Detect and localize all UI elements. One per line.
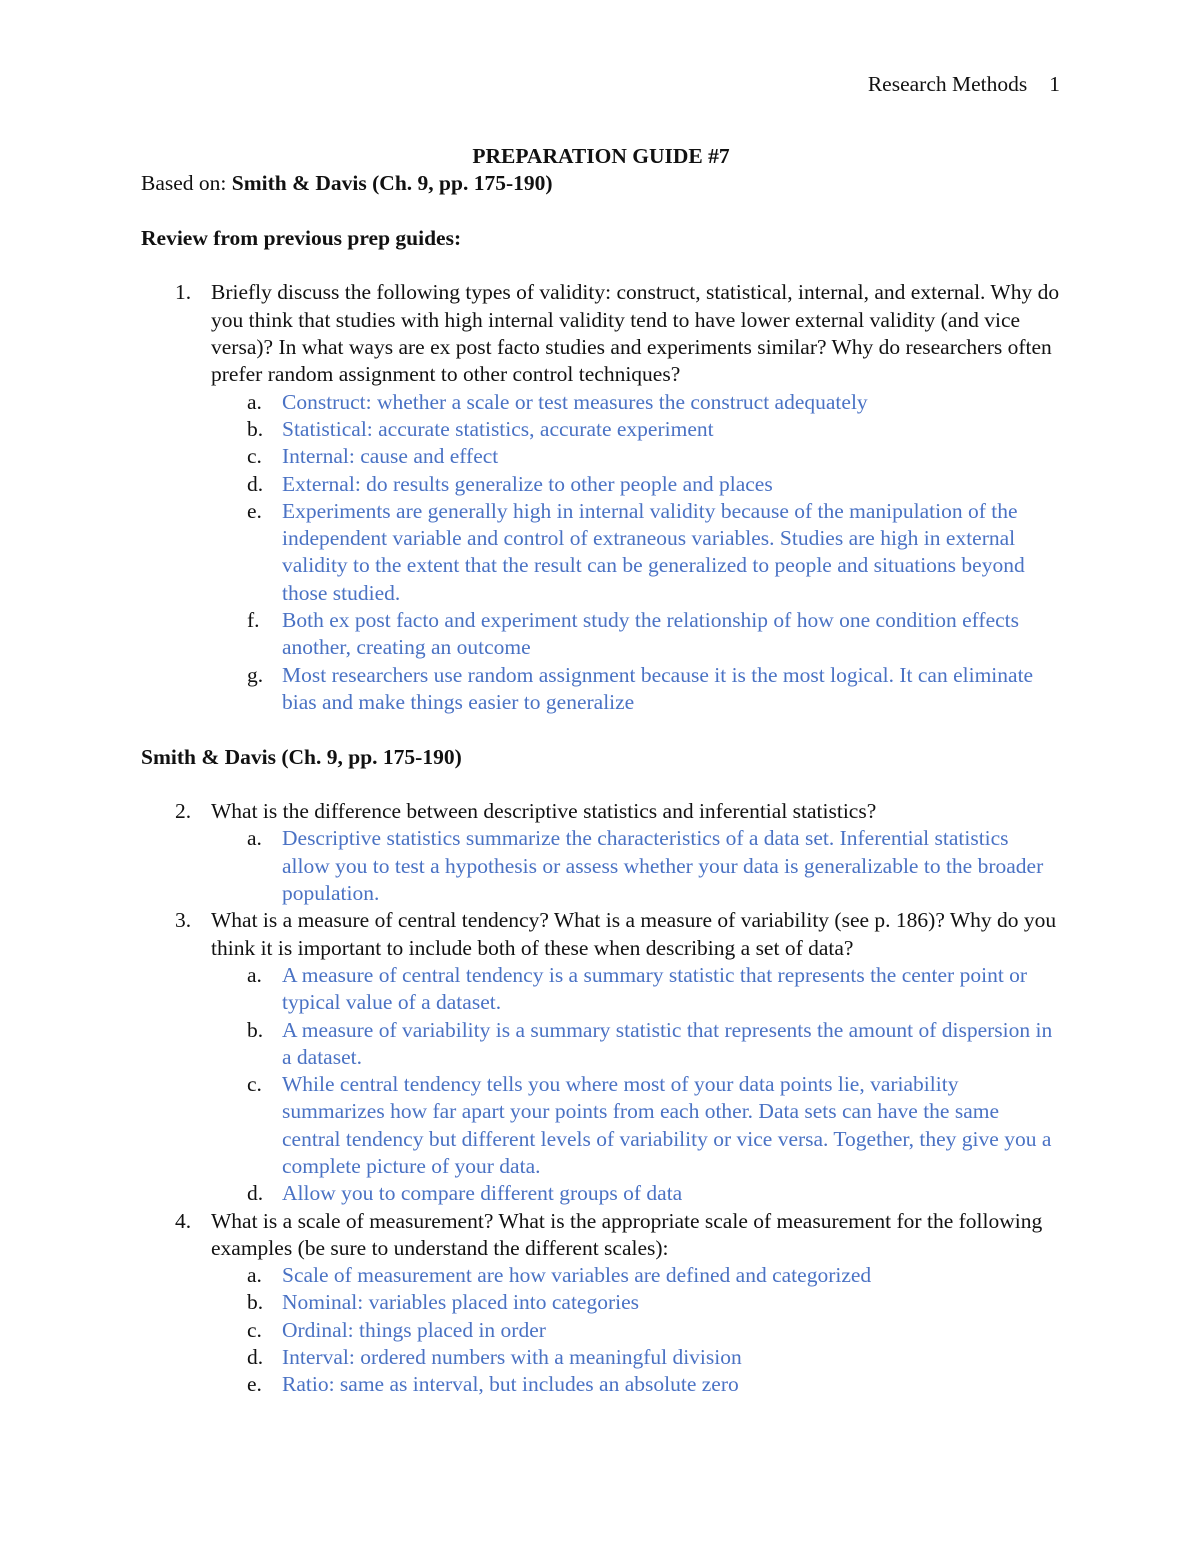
- answer-item: [211, 1071, 1061, 1180]
- answer-text: A measure of central tendency is a summary statistic that represents the center point or typical value of a dataset.: [282, 962, 1028, 1015]
- answer-letter: e.: [247, 1372, 262, 1397]
- answer-text: Nominal: variables placed into categories: [282, 1290, 640, 1315]
- answer-item: [211, 1017, 1061, 1072]
- answer-item: [211, 416, 1061, 443]
- based-on-label: Based on:: [141, 171, 227, 196]
- question-item: [141, 279, 1061, 716]
- question-number: 4.: [175, 1208, 192, 1233]
- question-text: What is a measure of central tendency? What is a measure of variability (see p. 186)? Why do you think it is important to include both of these when describing a set of data?: [211, 908, 1057, 960]
- answer-list: [211, 962, 1061, 1208]
- answer-letter: d.: [247, 1181, 264, 1206]
- answer-text: Most researchers use random assignment because it is the most logical. It can eliminate bias and make things easier to generalize: [282, 662, 1034, 714]
- answer-letter: f.: [247, 608, 260, 633]
- page-header: [868, 72, 1060, 97]
- answer-text: Ratio: same as interval, but includes an absolute zero: [282, 1372, 739, 1397]
- answer-item: [211, 1344, 1061, 1371]
- based-on-source: Smith & Davis (Ch. 9, pp. 175-190): [231, 171, 553, 196]
- answer-letter: b.: [247, 1017, 264, 1042]
- answer-item: [211, 1180, 1061, 1207]
- question-text: What is a scale of measurement? What is the appropriate scale of measurement for the following examples (be sure to understand the different scales):: [211, 1208, 1043, 1260]
- question-list-review: [141, 279, 1061, 716]
- answer-item: [211, 1289, 1061, 1316]
- answer-text: Ordinal: things placed in order: [282, 1317, 546, 1342]
- section-heading-chapter: Smith & Davis (Ch. 9, pp. 175-190): [141, 744, 462, 769]
- question-item: [141, 798, 1061, 907]
- answer-text: Descriptive statistics summarize the characteristics of a data set. Inferential statistics allow you to test a hypothesis or assess whether your data is generalizable to the broader population.: [282, 826, 1044, 906]
- answer-text: Statistical: accurate statistics, accurate experiment: [282, 416, 714, 441]
- answer-letter: g.: [247, 662, 264, 687]
- document-title: PREPARATION GUIDE #7: [472, 144, 730, 168]
- answer-text: External: do results generalize to other people and places: [282, 471, 773, 496]
- answer-letter: b.: [247, 416, 264, 441]
- answer-item: [211, 443, 1061, 470]
- answer-letter: e.: [247, 498, 262, 523]
- answer-item: [211, 662, 1061, 717]
- question-number: 3.: [175, 908, 192, 933]
- question-number: 2.: [175, 799, 192, 824]
- question-text: Briefly discuss the following types of validity: construct, statistical, internal, and external. Why do you think that studies with high internal validity tend to have lower external validity (and vice versa)? In what ways are ex post facto studies and experiments similar? Why do researchers often prefer random assignment to other control techniques?: [211, 280, 1060, 387]
- answer-letter: a.: [247, 389, 262, 414]
- answer-item: [211, 1317, 1061, 1344]
- answer-text: Both ex post facto and experiment study the relationship of how one condition effects another, creating an outcome: [282, 608, 1019, 660]
- answer-item: [211, 389, 1061, 416]
- document-body: [141, 143, 1061, 1399]
- answer-list: [211, 825, 1061, 907]
- answer-letter: d.: [247, 471, 264, 496]
- question-number: 1.: [175, 280, 192, 305]
- answer-letter: a.: [247, 1263, 262, 1288]
- section-heading-review: Review from previous prep guides:: [141, 225, 462, 250]
- answer-text: A measure of variability is a summary statistic that represents the amount of dispersion in a dataset.: [282, 1017, 1053, 1069]
- question-item: [141, 907, 1061, 1207]
- answer-text: Internal: cause and effect: [282, 444, 499, 469]
- answer-letter: a.: [247, 962, 262, 987]
- answer-text: Interval: ordered numbers with a meaningful division: [282, 1345, 742, 1370]
- answer-item: [211, 962, 1061, 1017]
- header-page-number: 1: [1049, 72, 1060, 96]
- answer-list: [211, 389, 1061, 717]
- answer-letter: c.: [247, 1317, 262, 1342]
- answer-letter: a.: [247, 826, 262, 851]
- question-text: What is the difference between descriptive statistics and inferential statistics?: [211, 799, 877, 824]
- answer-text: Allow you to compare different groups of data: [282, 1181, 683, 1206]
- header-course: Research Methods: [867, 72, 1028, 96]
- question-item: [141, 1208, 1061, 1399]
- answer-text: While central tendency tells you where most of your data points lie, variability summarizes how far apart your points from each other. Data sets can have the same central tendency but different levels of variability or vice versa. Together, they give you a complete picture of your data.: [282, 1072, 1052, 1178]
- answer-item: [211, 825, 1061, 907]
- answer-item: [211, 471, 1061, 498]
- answer-text: Scale of measurement are how variables are defined and categorized: [282, 1263, 872, 1288]
- question-list-chapter: [141, 798, 1061, 1399]
- answer-text: Experiments are generally high in internal validity because of the manipulation of the independent variable and control of extraneous variables. Studies are high in external validity to the extent that the result can be generalized to people and situations beyond those studied.: [282, 498, 1025, 605]
- answer-list: [211, 1262, 1061, 1398]
- answer-letter: c.: [247, 1072, 262, 1097]
- answer-letter: b.: [247, 1290, 264, 1315]
- answer-item: [211, 1371, 1061, 1398]
- based-on-line: [141, 170, 1061, 197]
- answer-letter: d.: [247, 1345, 264, 1370]
- answer-item: [211, 1262, 1061, 1289]
- answer-item: [211, 498, 1061, 607]
- answer-text: Construct: whether a scale or test measures the construct adequately: [282, 389, 868, 414]
- answer-item: [211, 607, 1061, 662]
- answer-letter: c.: [247, 444, 262, 469]
